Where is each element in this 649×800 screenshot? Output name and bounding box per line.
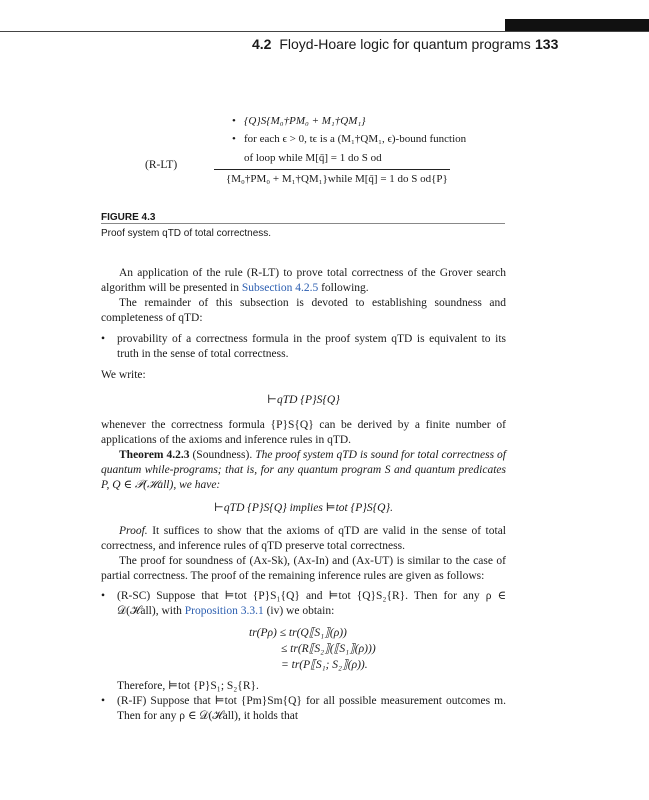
equation-chain bbox=[249, 625, 506, 673]
rule-fraction-bar bbox=[214, 169, 450, 170]
proposition-link[interactable]: Proposition 3.3.1 bbox=[184, 605, 264, 617]
equation-line-3: = tr(P⟦S₁; S₂⟧(ρ)). bbox=[281, 659, 368, 671]
bullet-rsc: • (R-SC) Suppose that ⊨tot {P}S₁{Q} and ⊨tot {Q}S₂{R}. Then for any ρ ∈ 𝒟(ℋall), with Proposition 3.3.1 (iv) we obtain: bbox=[101, 590, 506, 617]
figure-caption: Proof system qTD of total correctness. bbox=[101, 228, 272, 239]
bullet-provability: • provability of a correctness formula in the proof system qTD is equivalent to its truth in the sense of total correctness. bbox=[101, 333, 506, 360]
paragraph-4: The proof for soundness of (Ax-Sk), (Ax-In) and (Ax-UT) is similar to the case of partial correctness. The proof of the remaining inference rules are given as follows: bbox=[101, 555, 506, 582]
therefore-line: Therefore, ⊨tot {P}S₁; S₂{R}. bbox=[117, 680, 259, 692]
formula-derivable: ⊢qTD {P}S{Q} bbox=[267, 394, 340, 406]
section-title: Floyd-Hoare logic for quantum programs bbox=[279, 36, 531, 52]
equation-line-1: tr(Pρ) ≤ tr(Q⟦S₁⟧(ρ)) bbox=[249, 627, 347, 639]
paragraph-3: whenever the correctness formula {P}S{Q} can be derived by a finite number of applications of the axioms and inference rules in qTD. bbox=[101, 419, 506, 446]
rule-conclusion: {M₀†PM₀ + M₁†QM₁}while M[q̄] = 1 do S od{P} bbox=[226, 173, 448, 185]
we-write: We write: bbox=[101, 369, 146, 381]
bullet-rif: • (R-IF) Suppose that ⊨tot {Pm}Sm{Q} for all possible measurement outcomes m. Then for any ρ ∈ 𝒟(ℋall), it holds that bbox=[101, 695, 506, 722]
figure-rule bbox=[101, 223, 505, 224]
header-rule bbox=[0, 31, 649, 32]
theorem-soundness: Theorem 4.2.3 (Soundness). The proof system qTD is sound for total correctness of quantum while-programs; that is, for any quantum program S and quantum predicates P, Q ∈ 𝒫(ℋall), we have: bbox=[101, 449, 507, 491]
theorem-label: Theorem 4.2.3 bbox=[119, 449, 190, 461]
proof-paragraph: Proof. It suffices to show that the axioms of qTD are valid in the sense of total correctness, and inference rules of qTD preserve total correctness. bbox=[101, 525, 507, 552]
equation-line-2: ≤ tr(R⟦S₂⟧(⟦S₁⟧(ρ))) bbox=[281, 643, 376, 655]
header-decoration-bar bbox=[505, 19, 649, 31]
rule-name: (R-LT) bbox=[145, 159, 178, 171]
figure-label: FIGURE 4.3 bbox=[101, 212, 156, 223]
rule-premise-1: • {Q}S{M₀†PM₀ + M₁†QM₁} bbox=[232, 115, 366, 127]
paragraph-2: The remainder of this subsection is devoted to establishing soundness and completeness of qTD: bbox=[101, 297, 506, 324]
proof-label: Proof. bbox=[119, 525, 148, 537]
section-number: 4.2 bbox=[252, 36, 272, 52]
formula-soundness: ⊢qTD {P}S{Q} implies ⊨tot {P}S{Q}. bbox=[214, 502, 393, 514]
running-head bbox=[252, 36, 531, 52]
paragraph-1: An application of the rule (R-LT) to prove total correctness of the Grover search algorithm will be presented in Subsection 4.2.5 following. bbox=[101, 267, 506, 294]
page-number: 133 bbox=[535, 36, 559, 52]
rule-premise-3: of loop while M[q̄] = 1 do S od bbox=[244, 152, 382, 164]
rule-premise-2: • for each ϵ > 0, tϵ is a (M₁†QM₁, ϵ)-bound function bbox=[232, 133, 467, 145]
subsection-link[interactable]: Subsection 4.2.5 bbox=[241, 282, 319, 294]
main-text bbox=[101, 266, 506, 724]
